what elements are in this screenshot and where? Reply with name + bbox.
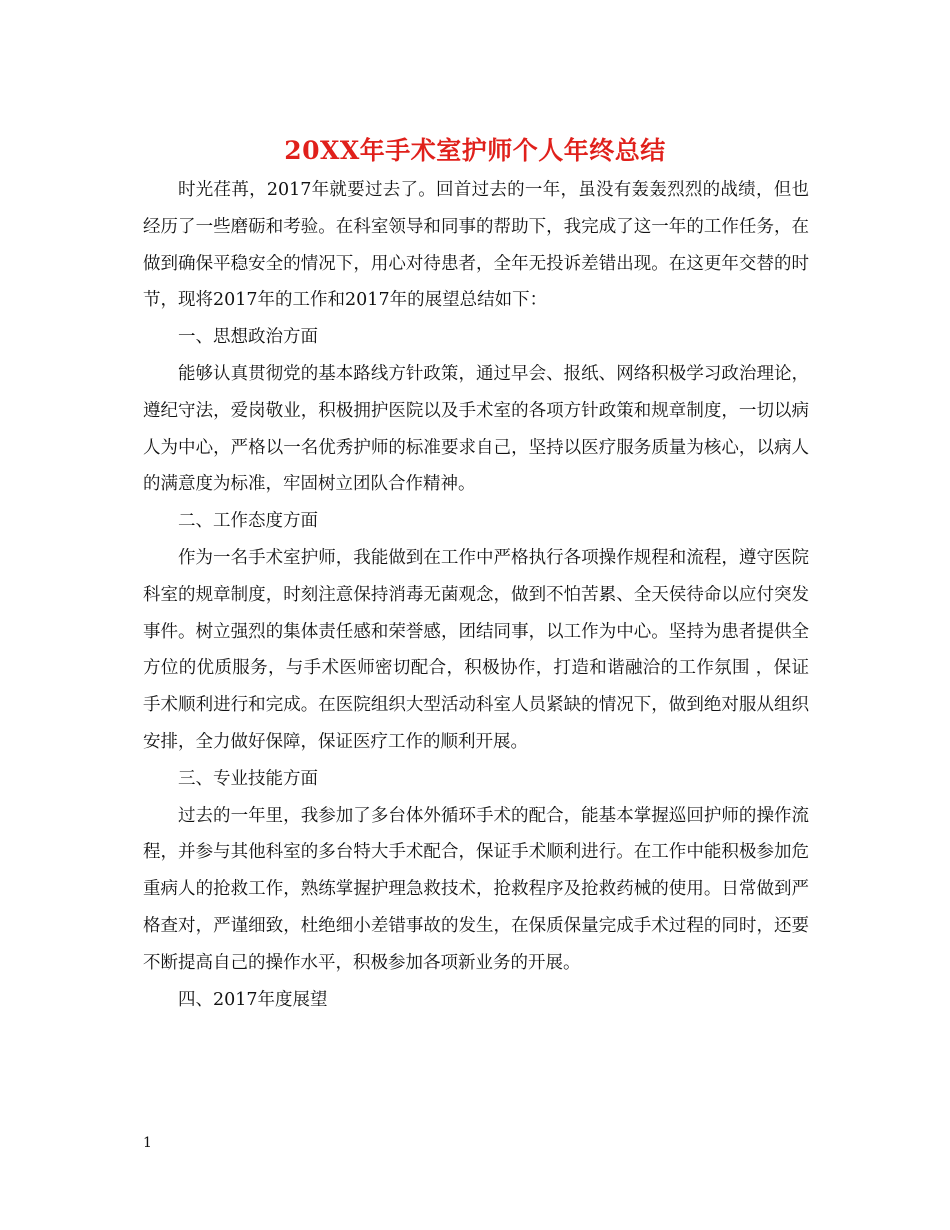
section-heading-outlook: 四、2017年度展望 xyxy=(178,989,328,1010)
political-paragraph: 能够认真贯彻党的基本路线方针政策，通过早会、报纸、网络积极学习政治理论，遵纪守法，爱岗敬业，积极拥护医院以及手术室的各项方针政策和规章制度，一切以病人为中心，严格以一名优秀护师的标准要求自己，坚持以医疗服务质量为核心，以病人的满意度为标准，牢固树立团队合作精神。 xyxy=(143,363,809,495)
section-heading-political: 一、思想政治方面 xyxy=(178,327,318,348)
document-body xyxy=(143,172,809,1018)
document-title: 20XX年手术室护师个人年终总结 xyxy=(284,136,666,165)
skills-paragraph: 过去的一年里，我参加了多台体外循环手术的配合，能基本掌握巡回护师的操作流程，并参与其他科室的多台特大手术配合，保证手术顺利进行。在工作中能积极参加危重病人的抢救工作，熟练掌握护理急救技术，抢救程序及抢救药械的使用。日常做到严格查对，严谨细致，杜绝细小差错事故的发生，在保质保量完成手术过程的同时，还要不断提高自己的操作水平，积极参加各项新业务的开展。 xyxy=(143,805,809,973)
section-heading-attitude: 二、工作态度方面 xyxy=(178,511,318,532)
intro-paragraph: 时光荏苒，2017年就要过去了。回首过去的一年，虽没有轰轰烈烈的战绩，但也经历了一些磨砺和考验。在科室领导和同事的帮助下，我完成了这一年的工作任务，在做到确保平稳安全的情况下，用心对待患者，全年无投诉差错出现。在这更年交替的时节，现将2017年的工作和2017年的展望总结如下： xyxy=(143,180,809,311)
attitude-paragraph: 作为一名手术室护师，我能做到在工作中严格执行各项操作规程和流程，遵守医院科室的规章制度，时刻注意保持消毒无菌观念，做到不怕苦累、全天侯待命以应付突发事件。树立强烈的集体责任感和荣誉感，团结同事，以工作为中心。坚持为患者提供全方位的优质服务，与手术医师密切配合，积极协作，打造和谐融洽的工作氛围 ，保证手术顺利进行和完成。在医院组织大型活动科室人员紧缺的情况下，做到绝对服从组织安排，全力做好保障，保证医疗工作的顺利开展。 xyxy=(143,547,809,752)
page-number: 1 xyxy=(143,1135,152,1151)
section-heading-skills: 三、专业技能方面 xyxy=(178,768,318,789)
